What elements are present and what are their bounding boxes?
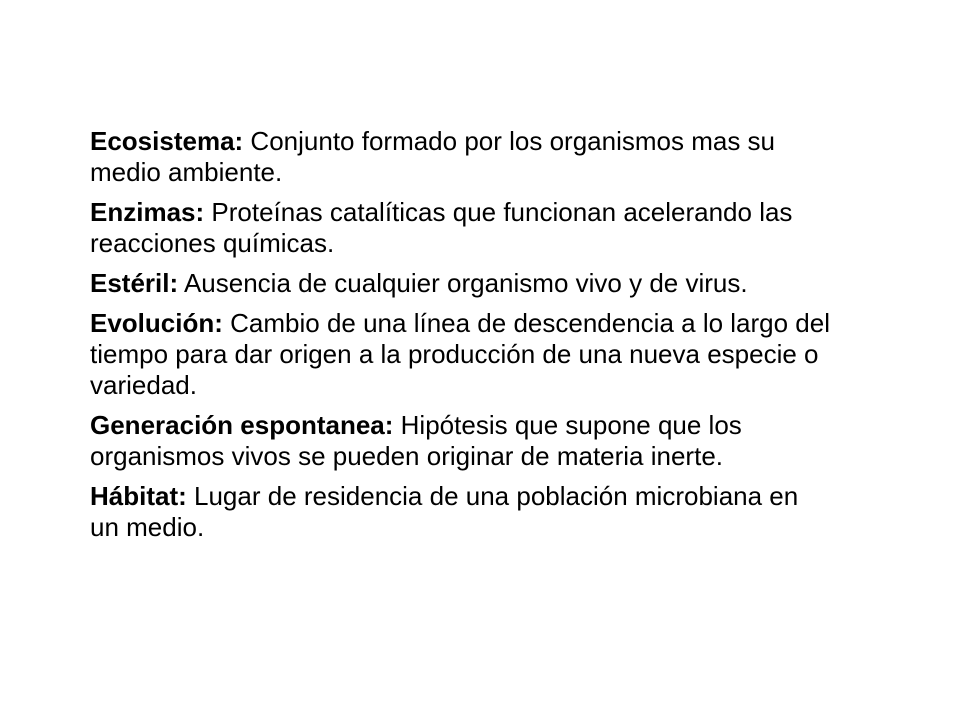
glossary-entry-generacion-espontanea — [90, 410, 830, 472]
glossary-term: Generación espontanea: — [90, 410, 394, 440]
glossary-definition: Hipótesis que supone que los organismos vivos se pueden originar de materia inerte. — [90, 410, 742, 471]
glossary-definition: Ausencia de cualquier organismo vivo y de virus. — [183, 268, 748, 298]
glossary-entry-esteril — [90, 268, 830, 299]
glossary-list — [90, 126, 830, 552]
glossary-term: Hábitat: — [90, 481, 187, 511]
glossary-term: Evolución: — [90, 308, 223, 338]
glossary-entry-enzimas — [90, 197, 830, 259]
glossary-definition: Cambio de una línea de descendencia a lo largo del tiempo para dar origen a la producción de una nueva especie o variedad. — [90, 308, 831, 400]
glossary-term: Enzimas: — [90, 197, 205, 227]
glossary-entry-habitat — [90, 481, 830, 543]
glossary-definition: Lugar de residencia de una población microbiana en un medio. — [90, 481, 799, 542]
glossary-entry-ecosistema — [90, 126, 830, 188]
glossary-definition: Conjunto formado por los organismos mas su medio ambiente. — [90, 126, 776, 187]
glossary-term: Ecosistema: — [90, 126, 244, 156]
glossary-term: Estéril: — [90, 268, 179, 298]
glossary-entry-evolucion — [90, 308, 830, 401]
glossary-definition: Proteínas catalíticas que funcionan acelerando las reacciones químicas. — [90, 197, 793, 258]
